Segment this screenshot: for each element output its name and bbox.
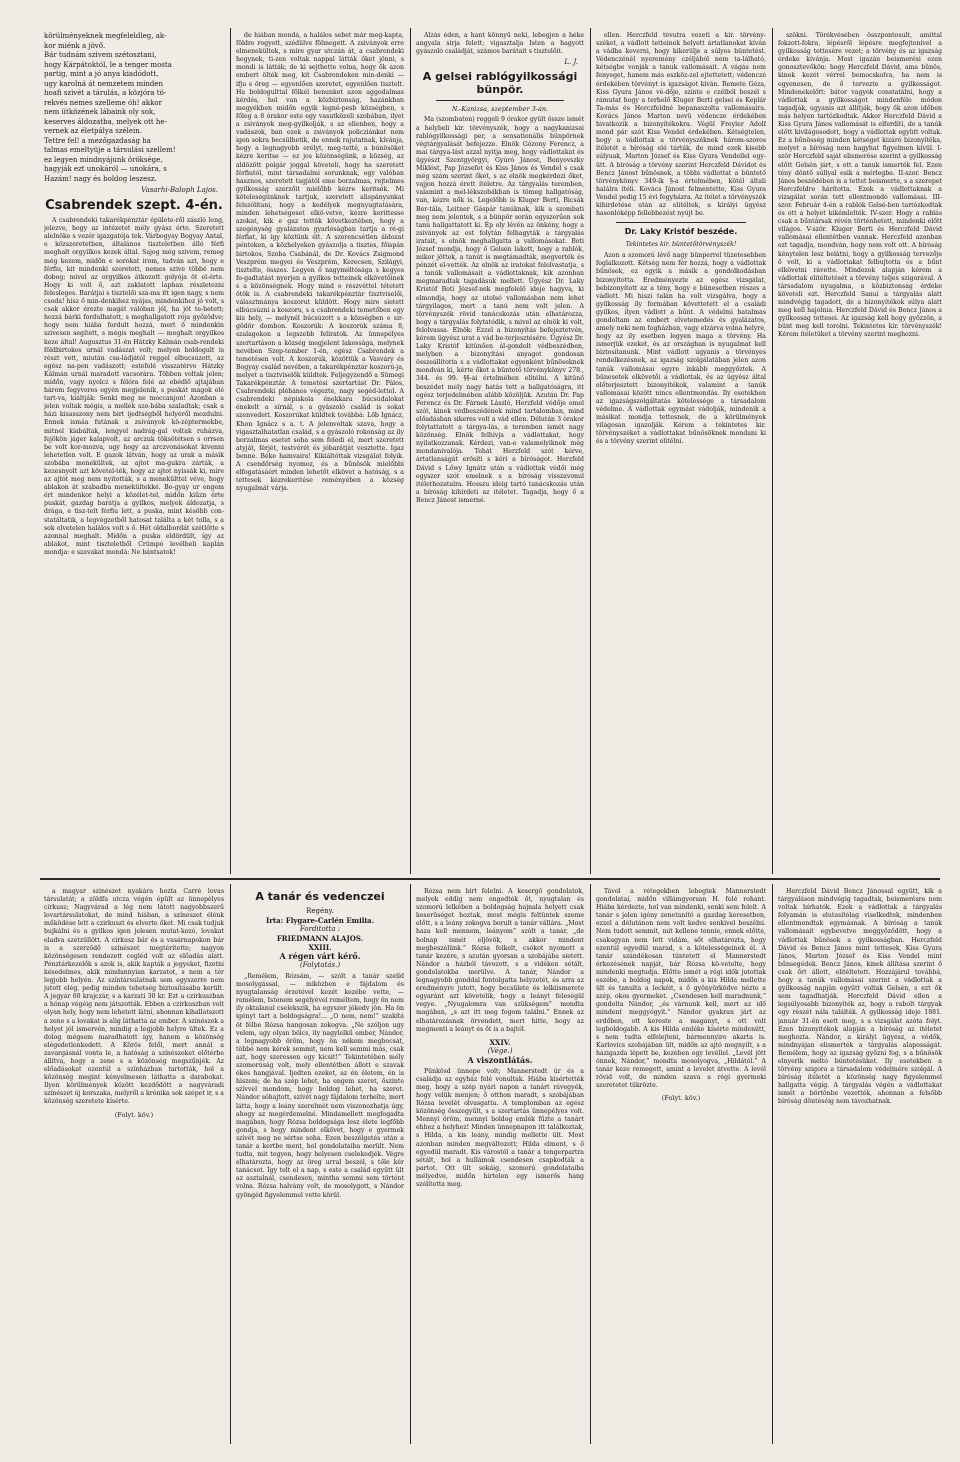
chapter-note: (Vége.)	[487, 1046, 513, 1055]
column-4	[596, 32, 766, 872]
speech-continuation: szökni. Törékvésében összpontosult, amittal fokzott-fokra, lépésről lépésre megfejtenivel a gyilkosság tettesére vezet; a törvény és az igazság érdeke kívánja. Most igazán beismerési ezen gonosztevőkön: hogy Herczfeld Dávid, ama bűnös, kinek kezét vérrel bemocskolva, ha nem is egyenesen, de ő tervezte a gyilkosságot. Mindenekelőtt: bátor vagyok constatálni, hogy a vádlottak a gyilkosságot mindenféle módon tagadják, ugyanis azt állítják, hogy ők azon időben más helyen tartózkodtak. Akkor Herczfeld Dávid a Kiss Gyura János vallomását is elferdíti, de a tanúk előtt kivilágosodott, hogy a vádlottak együtt voltak. Ez a bűnösség minden kétséget kizáró bizonyítéka, melyet a bíróság nem hagyhat figyelmen kívül. I-ször Herczfeld saját elismerése szerint a gyilkosság előtt Gelsén járt, s ott a tanuk ismerték fel. Ezen tény döntő súllyal esik a mérlegbe. II-szor. Bencz János beszédében is a tettet beismerte, s a szerepet Herczfeldre hárította. Ezek a vádlottaknak a vizsgálat során tett ellentmondó vallomásai. III-szor. Február 4-én a rablók Gelsé-ben tartózkodtak és ott a helyet kikémlelték. IV-szer. Hogy a rablás csak a bűntársak révén történhetett, mindenki előtt világos. V-ször. Kluger Berti és Herczfeld Dávid vallomásai ellentétben vannak. Herczfeld azonban ezt tagadja, mondván, hogy nem volt ott. A bíróság kénytelen lesz belátni, hogy a gyilkosság tervezője ő volt, ki a vádlottakat felbujtotta és a bűnt elkövetni rávette. Mindezek alapján kérem a vádlottak elitéltetését a törvény teljes szigorával. A társadalom nyugalma, a közbiztonság érdeke követeli ezt. Herczfeld Sanui a tárgyalás alatt mindvégig tagadott, de a bizonyítékok súlya alatt meg kell hajolnia. Herczfeld Dávid és Bencz János a gyilkosság tettesei. Az igazság kell hogy győzzön, a bünt meg kell torolni. Tekintetes kir. törvényszék! Kérem ítéletüket a törvény szerint meghozni.	[778, 32, 942, 339]
translator-name: FRIEDMANN ALAJOS.	[276, 934, 364, 943]
poem-line: vernek az életpálya szélein.	[44, 127, 143, 135]
article-body: ellen. Herczfeld tévutra vezeti a kir. törvény-széket, a vádlott tetteinek helyett ártatlanokat kíván a vádba keverni, hogy kikerülje a súlyos büntetést. Védenczénél nyeremény czéljából nem ta-lálható, kétségbe vonják a tanuk vallomásait. A vágás nem fenyeget, hanem más eszköz-zel ejtettetett; védenczé érdekében törvényt is igazságot kíván. Remete Géza, Kiss Gyura János vé-dője, szinte e czélból beszél s rámutat hogy a terhelő Kluger Berti gelsei és Keplár Ta-más és Herczfeldné bepanaszolta vallomásaira. Kovács János Marton nevü védencze érdekében hivatkozik a bizonyítékokra. Végül Freyler Adolf mond pár szót Kiss Vendel érdekében. Kétségtelen, hogy a vádlottak a törvényszéknek három-szoros ítéletét a bíróság elé tárták, de mind ezek kisebb súlyuak, Marton József és Kiss Gyura Vendellel egy-ütt. A biróság a törvény szerint Herczfeld Dávidot és Bencz Jánost bűnösnek, a többi vádlottat a büntető törvénykönyv 349-ik §-a értelmében, kötél általi halálra ítéli. Kovács Jánost felmentette, Kiss Gyura Vendel pedig 15 évi fegyházra. Az ítélet a törvényszék kihirdetése után az elitéltek, a királyi ügyész hasonlóképp fellebbezést nyújt be.	[596, 32, 766, 218]
chapter-title: A viszontlátás.	[467, 1054, 533, 1065]
poem-line: hagyják ezt unokáról — unokára, s	[44, 165, 167, 173]
column-rule	[772, 28, 773, 874]
poem-line: talmas emeltyüje a társulási szellem!	[44, 146, 176, 154]
poem-line: ugy karolná át nemzetem minden	[44, 79, 163, 88]
column-rule	[410, 28, 411, 874]
speech-continuation: Herczfeld Dávid Bencz Jánossal együtt, kik a tárgyaláson mindvégig tagadtak, beismerésre nem voltak bírhatók. Ezek a vádlottak a tárgyalás folyamán is elutasítólag viselkedtek, mindenben ellentmondtak egymásnak. A bíróság a tanúk vallomásait egybevetve meggyőződött, hogy a vádlottak bűnösek a gyilkosságban. Herczfeld Dávid és Bencz János mint tettesek, Kiss Gyura János, Marton József és Kiss Vendel mint bűnsegédek. Bencz János, kinek állítása szerint ő csak őrt állott, elitéltetett. Hozzájárul továbbá, hogy a tanúk vallomásai szerint a vádlottak a gyilkosság napján együtt voltak Gelsén, s ezt ők sem tagadhatják. Herczfeld Dávid ellen a legsúlyosabb bizonyíték az, hogy a rabolt tárgyak egy részét nála találták. A gyilkosság ideje 1881. január 31-én esett meg, s a vizsgálat azóta folyt. Ezen bizonyítékok alapján a bíróság az itéletet meghozta. Nándor, a királyi ügyész, a védők, mindnyájan elismerték a tárgyalás alaposságát. Remélem, hogy az igazság győzni fog, s a bűnösök elnyerik méltó büntetésüket. Ily esetekben a törvény szigora a társadalom védelmére szolgál. A bíróság ítéletét a közönség nagy figyelemmel hallgatta végig. A tárgyalás végén a vádlottakat ismét a börtönbe vezették, ahonnan a felsőbb bíróság döntéséig nem távozhatnak.	[778, 888, 942, 1106]
poem-line: Bár tudnám szivem szétosztani,	[44, 51, 157, 59]
poem-line: Hazám! nagy és boldog leszesz.	[44, 174, 157, 183]
column-8	[416, 888, 584, 1442]
poem-signature: Vasarhi-Baloph Lajos.	[141, 186, 218, 194]
speech-heading: Dr. Laky Kristóf beszéde.	[624, 227, 738, 237]
column-1	[44, 32, 224, 872]
article-body: Ma (szombaton) reggeli 9 órakor gyült össze ismét a helybeli kir. törvényszék, hogy a nagykanizsai rablógyilkossági per, a sensationális bünpörnek végtárgyalását befejezze. Elnök Gózony Ferencz, a mai tárgya-lást azzal nyitja meg, hogy vádlottakat és ügyészt Szentgyörgyi, Gyúró Jánost, Benyovszky Miklóst, Pap Józsefet és Kiss János és Vendel s csak még szám szerint őket, s az elnök megkérdezi őket, vajjon hozzá érett ítéletre. Az tárgyalás teremben, valamint a mel-lékszobákban is tömeg hallgatóság, van, kézre nők is. Legelőbb is Kluger Berti, Bicsák Ber-tála, Leitner Gáspár tanúknak, kik a szombati meg nem jelentek, s a bünpör során egyszerűen sok tanú hallgattatott ki. Ép oly lévén az önkény, hogy a zsiványok az est folytán felhagyták a tárgyalás iratait, s elnök meghallgatta a vallomásokat. Boti József mondja, hogy ő Gelsén lakott, hogy a rablók, mikor jöttek, a tanút is megtámadták, megverték és pénzét el-vették. Az elnök az iratokat felolvastatja, s a tanúk vallomásait a vádlottaknak, kik azonban megmaradtak tagadásuk mellett. Ügyész Dr. Laky Kristóf Boti József-nek megfelelő ideje hagyva, ki elmondja, hogy az utolsó vallomásban nem lehet tárgyilagos, mert a tanú nem volt jelen. A törvényszék rövid tanácskozás után elhatározza, hogy a tárgyalás folytatódik, s mivel az elnök ki volt, felolvassa. Elnök: Ezzel a bizonyítás befejeztetvén, kérem ügyész urat a vád be-terjesztésére. Ügyész Dr. Laky Kristóf kitünően ál-gondolt védbeszédben, melyben a bizonyítási anyagot gondosan összeállította s a vádlottakat egyenként bűnöseknek mondván ki, kérte őket a büntető törvénykönyv 278., 344. és 99. §§-ai értelmében elítélni. A kitünő beszédet mely nagy hatás tett a hallgatóságra, itt egész terjedelmében alább közöljük. Azután Dr. Pap Ferencz és Dr. Fárnek László, Herzfeld védője emel szót, kinek védbeszédének mind tartalomban, mind előadásban sikeres volt a vád ellen. Délután 3 órakor folytattatott a tárgya-lás, a teremben ismét nagy közönség. Elnök felhívja a vádlottakat, hogy nyilatkozzanak. Kérdezi, van-e valamelyiknek még mondanivalója. Tehát Herzfeld szót kérve, ártatlanságát erősíti s kéri a bíróságot. Herzfeld Dávid s Lőwy Ignátz után a vádlottak védői még egyszer szót emelnek s a bíróság visszavonul itélethozatalra. Hosszu ideig tartó tanácskozás után a bíróság kihirdeti az itéletet. Tagadja, hogy ő a Bencz Jánost ismerné.	[416, 116, 584, 504]
novel-body: Pünkösd ünnepe volt; Mannerstedt úr és a családja az egyház felé vonultak. Hiába kísértették meg, hogy a szép nyári napon a tanárt rávegyék, hogy velük menjen; ő otthon maradt, s szobájában Rózsa levelét olvasgatta. A templomban az egész közönség összegyűlt, s a szertartás ünnepélyes volt. Mennyi öröm, mennyi boldog emlék fűzte a tanárt ehhez a helyhez! Minden ünnepnapon itt találkoztak, s Hilda, a kis leány, mindig mellette ült. Most azonban minden megváltozott; Hilda elment, s ő egyedül maradt. Kis várostól a tanár a tengerpartra sétált, hol a hullámok csendesen csapkodták a partot. Ott ült sokáig, szomorú gondolataiba mélyedve, midőn hirtelen egy ismerős hang szólította meg.	[416, 1067, 584, 1188]
column-rule	[590, 28, 591, 874]
chapter-number: XXIII.	[308, 943, 332, 952]
continued-note: (Folyt. köv.)	[661, 1094, 701, 1103]
continued-note: (Folyt. köv.)	[114, 1110, 154, 1119]
article-body: A csabrendeki takarékpénztár épülete-ről zászló leng, jelezve, hogy az intézetet mély gyász érte. Szeretett alelnöke s vezér igazgatója tek. Várbogyay Bogyay Antal, e közszeretetben, általános tiszteletben álló férfi meghalt orgyilkos kezek által. Sajog még szivem, remeg még kezem, midőn e sorokat irom, tudván azt, hogy e férfiu, kit mindenki szeretett, nemes szive többé nem dobog; mivel az orgyilkos átkozott golyója öt el-érte. Hogy ki volt ő, azt zaklatott lapban részletezni felesleges. Barátjai s tisztelői szá-ma itt igen nagy, s nem csoda! hisz ő min-denkihez nyájas, mindenkihez jó volt, s csak akkor érezte magát valóban jól, ha jót te-hetett; hozzá bárki fordulhatott, s meghallgatott rója győzödve; hogy nem hiába fordult hozzá, mert ő mindenkin szivesen segített, s mégis meghalt — meghalt orgyilkos keze által! Augusztus 31-én Hátzky Kálmán csab-rendeki földbirtokos urnál vadászat volt; melyen boldogult is részt vett, miután csa-ládjától reggel elbucsúzott, az egész na-pon vadászott; estefelé visszatérve Hátzky Kálmán urnál maradott vacsorára. Többen voltak jelen; midőn, vagy nyolcz s félóra felé az ebédlő ajtajában három fegyveres egyén megjelenik, s puskát magok elé tart-va, kiáltják: Senki meg ne moccanjon! Azonban a jelen voltak mégis, a mellék szo-bába szaladtak; csak a házi kisasszony nem birt ijedtségből helyéről mozdulni. Ennek ismáa futának a zsiványok kö-zéptermekbe, mitnel kiabáltak, lengyel nadrág-gal voltak ruházva, fejökön jáger kalapvolt, az arczuk töksötétsen s orrsen be volt kor-mozva, ugy hogy az arczvonásokat kivenni lehetetlen volt. E gazok látván, hogy az urak a másik szobába menekültek, az ajtot ma-gukra zárták, a kezesnyolt azt követel-ték, hogy az ajtot nyissák ki, mire az ajtót meg nem nyitották, s a menekülttel véve, hogy ablakon át szabadba menekültekké. Bo-gyay ur engem ért mindenkor helyi a közélet-tel, midőn kiűzn érte puskát, gazdag barátja a gyilkos, melyek áldozatja, s drága, e tisz-telt férfiu lett, a puska, mint késöbb con-statáltatik, a legvégzetből hatosat találta a két tolla, s a sok elvetelen halálos volt s ő. Hét oldalbordát szétlőtte s azonnal meghalt. Midőn a puska eldördült, így az ablakot, mint tiszteletből Crümpó levélbeli kaplán mondja: e szavakat mondá: Ne bántsatok!	[44, 217, 224, 556]
poem-line: keserves áldozatba, melyek ott he-	[44, 117, 167, 126]
column-6	[44, 888, 224, 1442]
chapter-title: A régen várt kérő.	[279, 951, 361, 961]
poem-line: rekvés nemes szelleme óh! akkor	[44, 98, 162, 107]
poem-line: partig, mint a jó anya kiadódott,	[44, 70, 159, 78]
continuation-note: (Folytatás.)	[299, 961, 341, 969]
column-rule	[230, 28, 231, 874]
novel-body: „Remélem, Rózsám, — szólt a tanár szelíd mosolygással, — miközben e fájdalom és nyugtalanság érzetével kezét kezébe vette, — remélem, Istenem segélyével reméltem, hogy ön nem ily oktalanul cselekszik, ha egyszer jókedv jön. Ha ön igényt tart a boldogságra!... „O nem, nem!” szakítá öt félbe Rózsa hangosan zokogva. „Ne szóljon ugy velem, ugy olyan bölcs, ily nagylelkű ember, Nándor, a legnagyobb öröm, hogy ön nékem megbocsát, többé nem kérek semmit, nem kell semmi más, csak azt, hogy szeressen egy kicsit!” Tekintetében mély szomorúság volt, mely ellentétben állott e szavak ékes hangjával. Ijedten ezeket, az én életem, én is hiszem; de ha szép lehet, ha engem szeret, őszinte szívvel mondom, hogy boldog lehet, ha szeret. Nándor sóhajtott, szívét nagy fájdalom terhelte, mert látta, hogy a leány szerelmét nem viszonozhatja úgy, ahogy az megérdemelné. Mindamellett megfogadta magában, hogy Rózsa boldogsága lesz élete legfőbb gondja, s hogy mindent elkövet, hogy e gyermek szívét meg ne sértse soha. Ezen beszélgetés után a tanár a kertbe ment, hol gondolataiba merült. Nem tudta, mit tegyen, hogy helyesen cselekedjék. Végre elhatározta, hogy az öreg urral beszél, s tőle kér tanácsot. Így telt el a nap, s este a család együtt ült az asztalnál, csendesen, mintha semmi sem történt volna. Rózsa halvány volt, de mosolygott, s Nándor gyöngéd figyelemmel vette körül.	[236, 973, 404, 1199]
poem-line: hogy Kárpátoktól, le a tenger mosta	[44, 60, 172, 69]
chapter-number: XXIV.	[489, 1037, 511, 1047]
speech-body: Azon a szomorú lévő nagy bünperrel tüzetesebben foglalkozott. Kétség nem fér hozzá, hogy a vádlottak bűnösek, ez egyik a másik a gondolkodásban bizonyította. Eredményezte az egész vizsgálat, bebizonyított az a tény, hogy e bünesetben részes a vádlott. Mi hiszi talán ha volt vizsgálva, hogy a gyilkosság ily formában követtetett el a családi gyilkos, ilyen vádlott a bűnt. A védelmi hatalmas gondoltam az embert elvetemedés és gyalázatos, amely neki nem fogházban, vagy elzárva volna helyre, hogy az ily esetben legyen maga a törvény. Ha ismerjük ezeket, és az országban is nyugalmat kell biztosítanunk. Mint vádlott ugyanis a törvényes rendelkezésnek, az igazság szolgálatában jelen azon tanúk vallomásai egyre inkább meggyőztek. A bünesetek elkövetői a vádlottak, és az ügyész által előterjesztett bizonyítékok, valamint a tanúk vallomásai között nincs ellentmondás. Ily esetekben az igazságszolgáltatás kötelessége a társadalom védelme. A vádlottak egymást vádolják, mindenik a másikat mondja tettesnek, de a körülmények világosan igazolják. Kérem a tekintetes kir. törvényszéket a vádlottakat bűnösöknek mondani ki és a törvény szerint elitélni.	[596, 252, 766, 446]
novel-title: A tanár és vedenczei	[255, 890, 385, 903]
poem-line: Tettre fel! a mezőgazdaság ha	[44, 136, 151, 145]
dateline: N.-Kanizsa, szeptember 3-án.	[451, 105, 549, 114]
column-rule	[230, 884, 231, 1444]
column-rule	[590, 884, 591, 1444]
feuilleton-body: a magyar színészet nyakára hozta Carré lovas társulatát; a zöldfa utcza végén épült az ünnepélyes cirkusz; Nagyvárad a lég nem látott nagyobbszerű lovartársulatokat, de mind hiában, a színészet élénk működése lett a czirkuszt és elverte őket. Mi csak tudjuk bujkálni és a gyilkos igen jelesen mutat-kozó, lovakat eladva szétzüllött. A cirkusz bár és a vasárnapokon bár is a szerződő színészet megtérítette; nagyon közönségesen rendezett cegléd volt az előadás alatt. Pénztárkezelők s azok is, akik kapták a jegyeket, fizetni késedelmes, akik mindannyian karzatot, s nem a tér legjobb helyén. Az színtársulatnak sem egyszerre nem jutott elég, pedig minden tehetség biztosításába került. A jegyár 60 krajczár, s a karzati 30 kr. Ezt a czirkuszban a hónap végéig nem játszották. Ebben a czirkuszban volt olyan hely, hogy nem lehetett látni, ahonnan kihallatszott a zene s a lovakat is alig láthatta az ember. A színészek a helyet jól ismervén, mindig a legjobb helyre ültek. Ez a dolog mégsem maradhatott így, hanem a közönség elégedetlenkedett. A Körös felől, mert annál a zavargásnál vonta le, a hatóság a színészeket előtérbe állítva, hogy a zene s a közönség megszűnjék. Az előadásokat ezentúl a színházban tartották, hol a közönség megint kényelmesen láthatta a darabokat. Ilyen körülmények között kezdődött a nagyváradi színészet új korszaka, melyről a krónika sok szépet ir, s a közönség szeretete kísérte.	[44, 888, 224, 1106]
heading-rule	[436, 100, 564, 101]
column-9	[596, 888, 766, 1442]
translator-label: Forditotta :	[299, 925, 341, 933]
column-7	[236, 888, 404, 1442]
speech-subheading: Tekintetes kir. büntetőtörvényszék!	[625, 241, 737, 249]
poem	[44, 32, 224, 184]
heading-line: A gelsei rablógyilkossági	[422, 70, 578, 84]
column-10	[778, 888, 942, 1442]
poem-line: nem ütközének lábaink oly sok,	[44, 108, 156, 116]
article-heading-csabrendek: Csabrendek szept. 4-én.	[45, 198, 223, 214]
novel-author: Irta: Flygare-Carlén Emilia.	[265, 916, 375, 925]
column-3	[416, 32, 584, 872]
novel-genre: Regény.	[306, 907, 334, 915]
column-5	[778, 32, 942, 872]
section-divider	[40, 878, 940, 880]
article-intro: Alzás éden, a hant könnyű neki, lebegjen a béke angyala sírja felett; vigasztalja Isten a hagyott gyászoló családját, számos barátait s tisztelőit.	[416, 32, 584, 56]
column-rule	[410, 884, 411, 1444]
novel-body: Rózsa nem birt felelni. A kesergő gondolatok, melyek eddig nem engedték őt, nyugtalan és szomorú lelkében a boldogság hajnala helyett csak keserűséget hoztak, most mégis feltüntek szeme előtt, s a leány zokogva borult a tanár vállára. „Most haza kell mennem, leányom” szólt a tanár, „de holnap ismét eljövök, s akkor mindent megbeszélünk.” Rózsa felkelt, csókot nyomott a tanár kezére, s azután gyorsan a szobájába sietett. Nándor a házból távozott, s a vidéken sétált, gondolatokba merülve. A tanár, Nándor a legnagyobb gonddal fontolgatta helyzetét, és arra az eredményre jutott, hogy becsülete és lelkiismerete egyaránt azt követelik, hogy a leányt feleségül vegye. „Nyugalomra van szükségem” mondta magában, „s azt itt meg fogom találni.” Ennek az elhatározásnak örvendett, mert hitte, hogy az megmenti a leányt és őt is a bajtól.	[416, 888, 584, 1033]
poem-line: kor miénk a jövő.	[44, 41, 106, 50]
poem-line: hoafi szivét a tárulás, a közjóra tö-	[44, 89, 167, 97]
poem-line: körülményeknek megfeleldleg, ak-	[44, 32, 167, 40]
article-body: de hiában mondá, a halálos sebet már meg-kapta, földre rogyott, szédülve fölmegett. A zsiványok erre elmenekültek, s mire gyar utczán át, a csabrendeki hegynek, ti-zen voltak nappal látták őket jönni, s mondi is látták; de ki sejthette volna, hogy ők azon embert ölték meg, kit Csabrendeken min-denki — ifju s öreg — egyenlően szeretet, egyenlően tisztelt. Ha boldogulttal főlkél benunket azon aggodalmas kérdés, hol van a közbiztonság, hazánkban megyékben midőn egyik legné-pesb községben, s főleg a 8 órakor este egy vasutközeli szobában, ilyet a zsiványok meg-gyilkolják, s az ellenben, hogy a vadászok, ban ezek a zsiványok policziánkat nem igen sokra becsülhetik, de ennek rajutatnak, kívánja, hogy a legnagyobb erélyt, meg-tetté, a búnösöket kézre keritse — ez jos közönségünk, a község, az aldözött polgár joggal követeli, hogy ha szeretett férfiutól, mint társadalmi sorunknak, egy valóban hasznos, szeretett tagjától eme borzalmas, rejtelmes gyilkosság szerzőit mielőbb kézre keritsék. Mi köteleségünknek tartjuk, szeretett alispányunkat felszólítani, hogy a kedélyek megnyugtatására, minden lehetségeset elkö-vetve, kézre kerittesse azokat, kik e gaz tettök következtében, hogy a szegénység gyalázatos gyarlóságban tartja a ré-gi férfiat, ki így köztünk élt. A szerencsétlen áldozat pénteken, a közhelyeken gyászolja a tisztes, főispán birtokos, Szoba Csabánál, de Dr. Kovács Zsigmond Veszprém megyei és Veszprém, Kerecsen, Szilágyi, tisztelte, összes. Legyen ő nagyméltósága s kegyes fo-gadtatást nyerjen a gyilkos tetteinek elkövetőinek s a közönségnek. Hogy mind e részvéttel tétetett ötök is. A csabrendeki takarékpénztár tisztviselői, választmánya koszorut küldött. Hogy mire sietett elbúcsúzni a koszoru, s a csabrendeki temetőben egy kis hely, — melynél búcsúzott s a községben e sir-gödör dombon. Koszorúk: A koszorúk száma 8, szalagokon a legszebb feliratok. Az ünnepélyes szertartáson a község megjelent lakossága, melynek nevében Szep-tember 1-én, egész Csabrendek a temetésen volt. A koszorúk, közöttük a Vasváry és Bogyay család nevében, a takarékpénztár koszorú-ja, melyet a tisztviselők küldtek. Feljegyzendő a Sümegi Takarékpénztár. A temetési szertartást Dr. Pálos, Csabrendeki plébános végezte, nagy segéd-lettel. A csabrendeki népiskola énekkara búcsúdalokat énekelt a sírnál, s a gyászoló család is sokat szenvedett. Koszorúkat küldtek továbbá: Lőb Ignácz, Khon Ignácz s a. t. A jelenvoltak szava, hogy a vigasztalhatatlan család, s a gyászoló rokonság az ily borzalmas esetet soha sem feledi el, mert szeretett atyját, férjét, testvérét és jóbarátját vesztette. Igaz benne. Béke hamvaira! Kikiáltóttak vizsgálat folyik. A csendőrség nyomoz, és a bűnösök mielőbbi elfogatásáért minden lehetőt elkövet a hatóság, s a tettesek kézrekeritése reményében a község nyugalmát várja.	[236, 32, 404, 493]
column-rule	[772, 884, 773, 1444]
novel-body: Távol a rétegekben lebegtek Mannerstedt gondolatai, midőn villámgyorsan H. felé rohant. Hiába kérdezte, hol van mindenki, senki sem felelt. A tanár s jelen igény zenetanító a gazdag keresetben, ezzel a délutánon nem volt kedve senkivel beszélni. Nem tudott semmit, mit kellene tennie, ennek előtte, csakugyan nem lett vidám, sőt elhatározta, hogy ezentúl egyedül marad, s a kötelességeinek él. A tanár szándékosan tüntetett el Mannerstedt érkezésének napját, bár Rózsa kö-vetelte, hogy mindenki megtudja. Előtte ismét a régi idők jutottak eszébe, a boldog napok, midőn a kis Hilda mellette ült és tanulta a leckéit, s ő gyönyörködve nézte a szép, okos gyermeket. „Csendesen kell maradnunk,” gondolta Nándor, „és várnunk kell, mert az idő mindent meggyógyít.” Nándor gyakran járt az erdőben, ott kereste a magányt, s ott volt legboldogabb. A kis Hilda emléke kísérte mindenütt, s nem tudta elfelejteni, bármennyire akarta is. Karlovics szobájában ült, midőn az ajtó megnyilt, s a házigazda lépett be, kezében egy levéllel. „Levél jött önnek, Nándor,” mondta mosolyogva, „Hildától.” A tanár keze remegett, amint a levelet átvette. A levél rövid volt, de minden szava a régi gyermeki szeretetet tükrözte.	[596, 888, 766, 1090]
column-2	[236, 32, 404, 872]
article-heading-gelse	[416, 70, 584, 96]
heading-line: bünpör.	[476, 83, 524, 97]
poem-line: ez legyen mindnyájunk öröksége,	[44, 155, 163, 164]
heading-rule	[616, 222, 746, 223]
intro-signature: L. J.	[564, 58, 578, 67]
